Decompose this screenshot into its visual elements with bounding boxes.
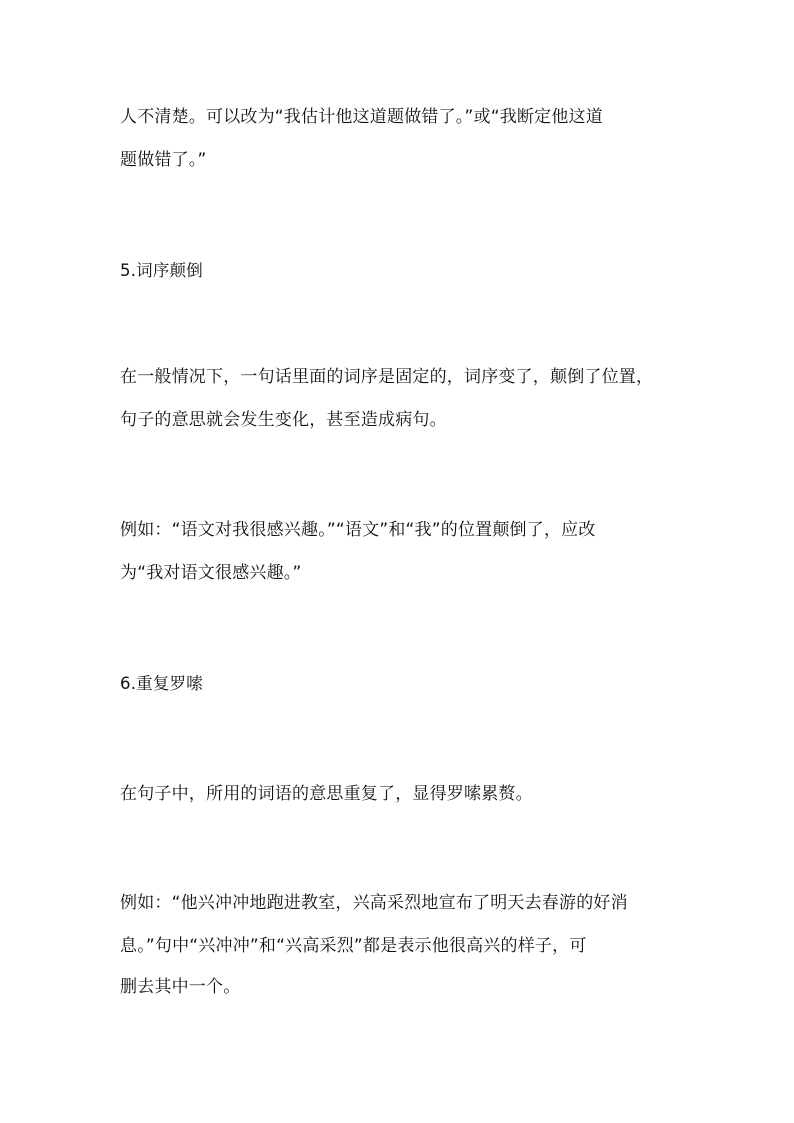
paragraph-line: 在句子中，所用的词语的意思重复了，显得罗嗦累赘。	[120, 784, 533, 804]
paragraph-line: 人不清楚。可以改为“我估计他这道题做错了。”或“我断定他这道	[120, 107, 603, 127]
section-heading-word-order: 5.词序颠倒	[120, 261, 203, 280]
example-line: 删去其中一个。	[120, 977, 241, 997]
example-line: 为“我对语文很感兴趣。”	[120, 563, 302, 583]
section-heading-redundancy: 6.重复罗嗦	[120, 674, 203, 693]
paragraph-line: 在一般情况下，一句话里面的词序是固定的，词序变了，颠倒了位置，	[120, 367, 654, 387]
example-line: 例如：“语文对我很感兴趣。”“语文”和“我”的位置颠倒了，应改	[120, 520, 596, 540]
paragraph-line: 句子的意思就会发生变化，甚至造成病句。	[120, 410, 447, 430]
example-line: 息。”句中“兴冲冲”和“兴高采烈”都是表示他很高兴的样子，可	[120, 936, 587, 956]
paragraph-line: 题做错了。”	[120, 150, 207, 170]
example-line: 例如：“他兴冲冲地跑进教室，兴高采烈地宣布了明天去春游的好消	[120, 893, 628, 913]
